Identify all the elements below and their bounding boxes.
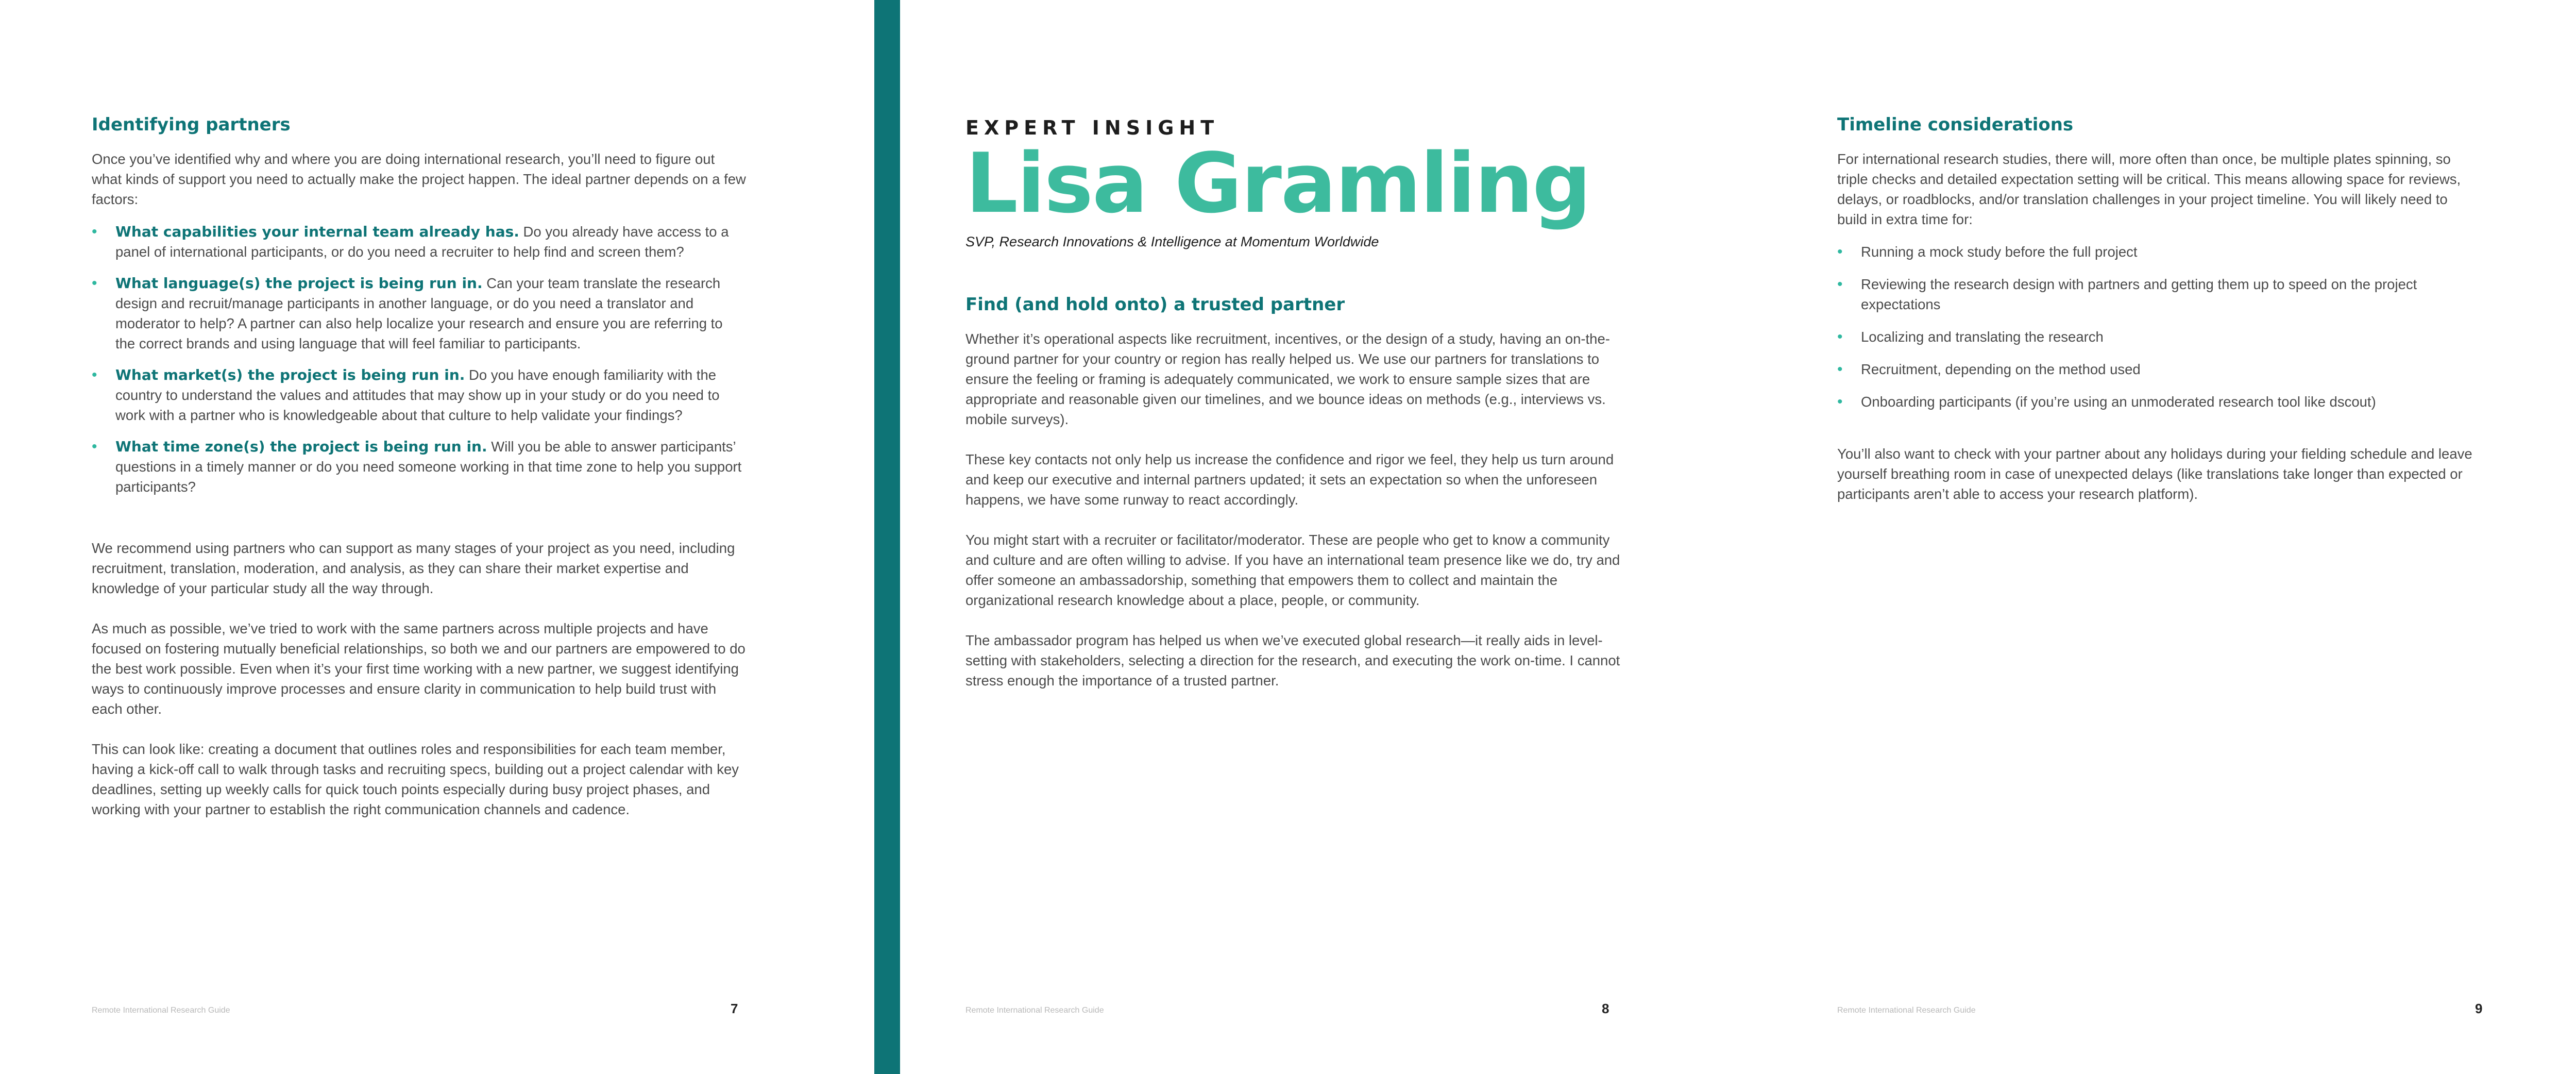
page-9 xyxy=(1752,0,2576,1074)
identifying-partners-intro: Once you’ve identified why and where you are doing international research, you’ll need to figure out what kinds of support you need to actually make the project happen. The ideal partner depends on a few factors: xyxy=(92,150,746,207)
trusted-partner-heading: Find (and hold onto) a trusted partner xyxy=(965,294,1345,315)
list-item: • What language(s) the project is being run in. Can your team translate the research design and recruit/manage participants in another language, or do you need a translator and moderator to help? A partner can also help localize your research and ensure you are referring to the correct brands and using language that will feel familiar to participants. xyxy=(92,273,746,354)
list-item: • What time zone(s) the project is being run in. Will you be able to answer participants’ questions in a timely manner or do you need someone working in that time zone to help you support participants? xyxy=(92,437,746,497)
identifying-partners-heading: Identifying partners xyxy=(92,114,291,135)
page-9-column xyxy=(1837,114,2481,504)
list-item: • Reviewing the research design with partners and getting them up to speed on the project expectations xyxy=(1837,274,2481,314)
page-footer-title: Remote International Research Guide xyxy=(965,1006,1104,1015)
paragraph: You’ll also want to check with your partner about any holidays during your fielding schedule and leave yourself breathing room in case of unexpected delays (like translations take longer than expected or participants aren’t able to access your research platform). xyxy=(1837,445,2472,502)
list-item: • Onboarding participants (if you’re using an unmoderated research tool like dscout) xyxy=(1837,392,2481,412)
list-item: • What market(s) the project is being run in. Do you have enough familiarity with the country to understand the values and attitudes that may show up in your study or do you need to work with a partner who is knowledgeable about that culture to help validate your findings? xyxy=(92,365,746,425)
paragraph: This can look like: creating a document that outlines roles and responsibilities for each team member, having a kick-off call to walk through tasks and recruiting specs, building out a project calendar with key deadlines, setting up weekly calls for quick touch points especially during busy project phases, and working with your partner to establish the right communication channels and cadence. xyxy=(92,741,739,817)
page-7-column xyxy=(92,114,746,819)
partner-factors-list xyxy=(92,222,746,497)
page-number: 7 xyxy=(731,1001,738,1016)
page-7 xyxy=(0,0,874,1074)
paragraph: You might start with a recruiter or facilitator/moderator. These are people who get to know a community and culture and are often willing to advise. If you have an international team presence like we do, try and offer someone an ambassadorship, something that empowers them to collect and maintain the organizational research knowledge about a place, people, or community. xyxy=(965,531,1620,608)
paragraph: These key contacts not only help us increase the confidence and rigor we feel, they help us turn around and keep our executive and internal partners updated; it sets an expectation so when the unforeseen happens, we have some runway to react accordingly. xyxy=(965,451,1614,508)
paragraph: The ambassador program has helped us when we’ve executed global research—it really aids in level-setting with stakeholders, selecting a direction for the research, and executing the work on-time. I cannot stress enough the importance of a trusted partner. xyxy=(965,632,1620,689)
expert-name: Lisa Gramling xyxy=(965,135,1590,231)
page-8 xyxy=(900,0,1752,1074)
spine-stripe xyxy=(874,0,900,1074)
list-item: • Localizing and translating the research xyxy=(1837,327,2481,347)
timeline-extra-time-list xyxy=(1837,242,2481,412)
page-footer-title: Remote International Research Guide xyxy=(1837,1006,1976,1015)
expert-insight-eyebrow: EXPERT INSIGHT xyxy=(965,116,1219,139)
expert-role: SVP, Research Innovations & Intelligence at Momentum Worldwide xyxy=(965,234,1379,249)
page-8-column xyxy=(965,116,1635,691)
list-item: • Recruitment, depending on the method used xyxy=(1837,359,2481,379)
page-footer-title: Remote International Research Guide xyxy=(92,1006,230,1015)
list-item: • Running a mock study before the full project xyxy=(1837,242,2481,262)
list-item: • What capabilities your internal team already has. Do you already have access to a panel of international participants, or do you need a recruiter to help find and screen them? xyxy=(92,222,746,262)
page-number: 8 xyxy=(1602,1001,1609,1016)
paragraph: Whether it’s operational aspects like recruitment, incentives, or the design of a study, having an on-the-ground partner for your country or region has really helped us. We use our partners for translations to ensure the feeling or framing is adequately communicated, we work to ensure sample sizes that are appropriate and reasonable given our timelines, and we bounce ideas on methods (e.g., interviews vs. mobile surveys). xyxy=(965,330,1610,427)
timeline-intro: For international research studies, there will, more often than once, be multiple plates spinning, so triple checks and detailed expectation setting will be critical. This means allowing space for reviews, delays, or roadblocks, and/or translation challenges in your project timeline. You will likely need to build in extra time for: xyxy=(1837,150,2461,227)
timeline-considerations-heading: Timeline considerations xyxy=(1837,114,2074,135)
page-number: 9 xyxy=(2475,1001,2483,1016)
paragraph: We recommend using partners who can support as many stages of your project as you need, including recruitment, translation, moderation, and analysis, as they can share their market expertise and knowledge of your particular study all the way through. xyxy=(92,540,735,596)
paragraph: As much as possible, we’ve tried to work with the same partners across multiple projects and have focused on fostering mutually beneficial relationships, so both we and our partners are empowered to do the best work possible. Even when it’s your first time working with a new partner, we suggest identifying ways to continuously improve processes and ensure clarity in communication to help build trust with each other. xyxy=(92,620,745,717)
